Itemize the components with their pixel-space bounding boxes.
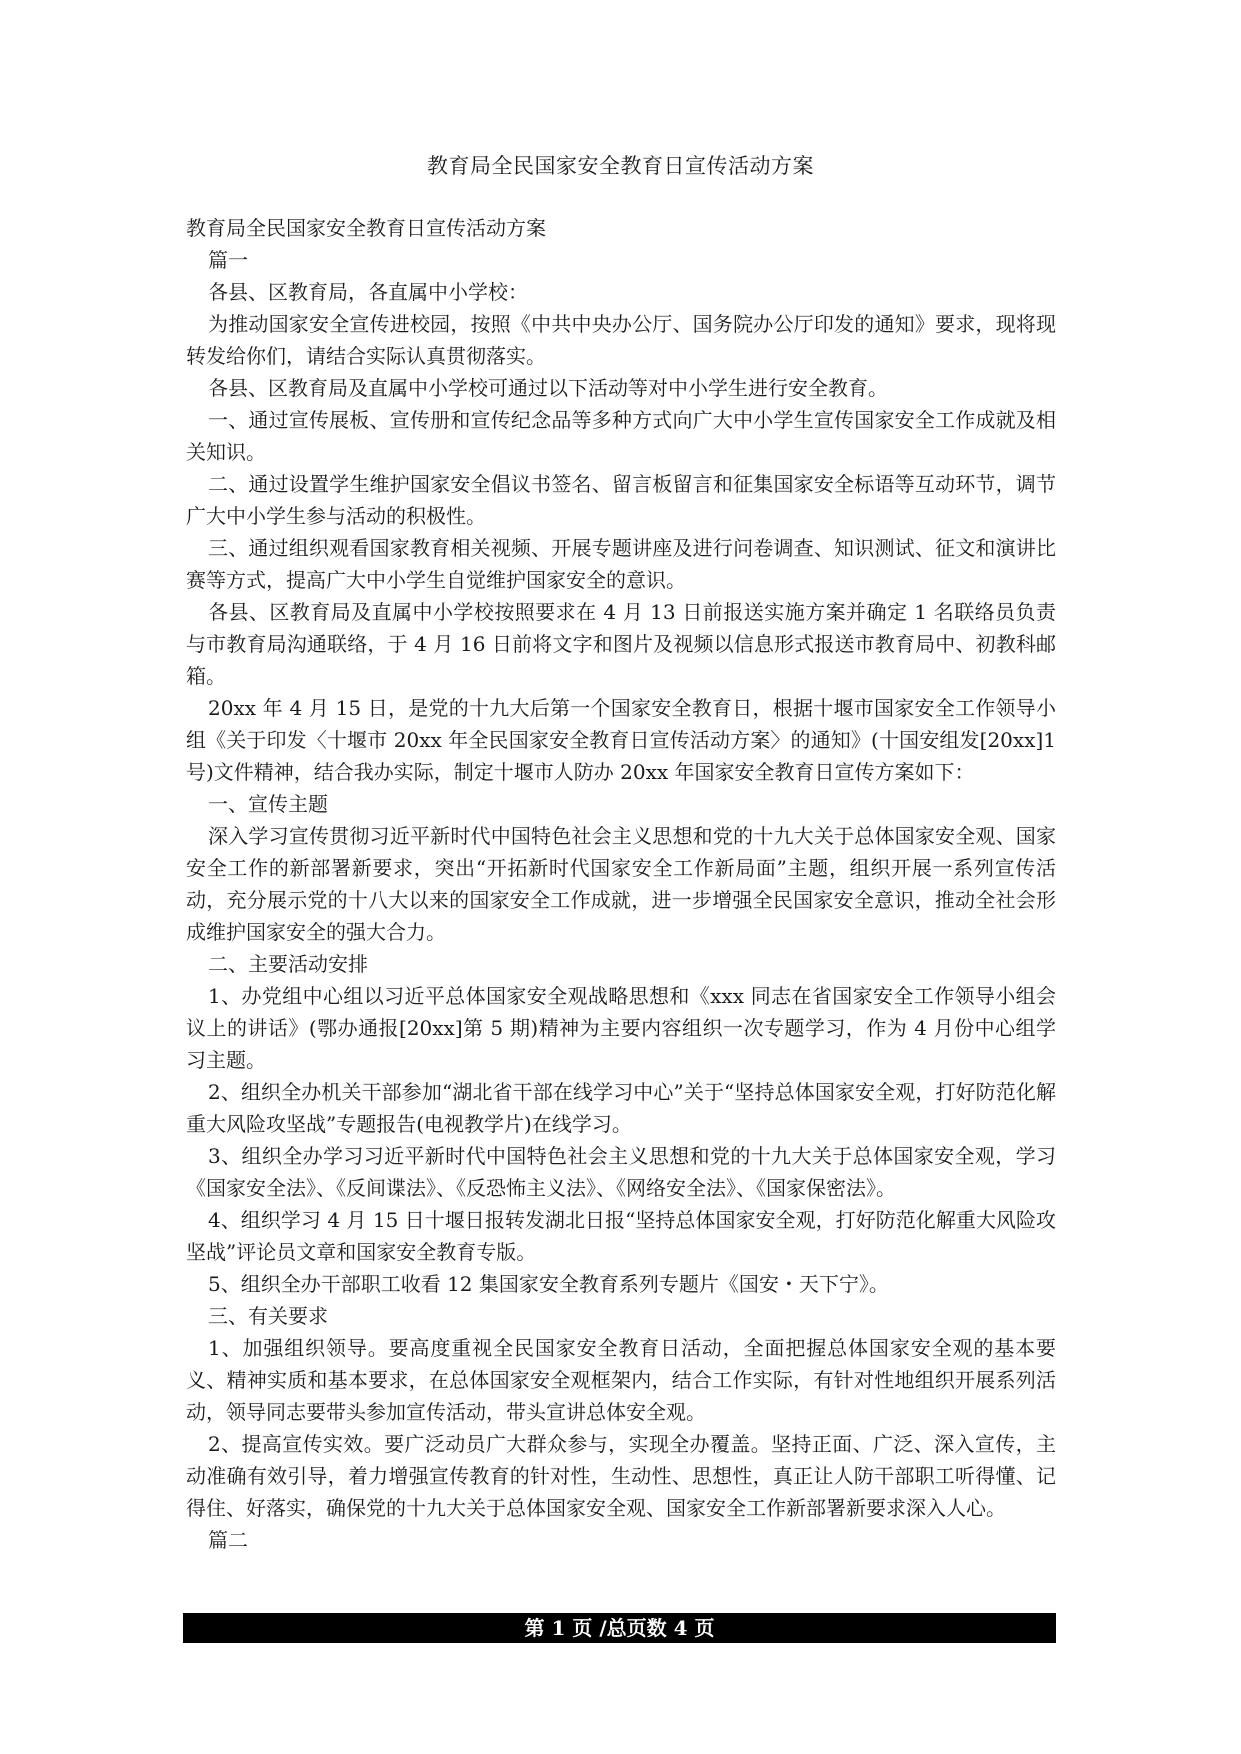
document-paragraph: 各县、区教育局，各直属中小学校： bbox=[208, 280, 528, 304]
document-paragraph: 2、提高宣传实效。要广泛动员广大群众参与，实现全办覆盖。坚持正面、广泛、深入宣传，主动准确有效引导，着力增强宣传教育的针对性，生动性、思想性，真正让人防干部职工听得懂、记得住、好落实，确保党的十九大关于总体国家安全观、国家安全工作新部署新要求深入人心。 bbox=[186, 1432, 1056, 1520]
document-body bbox=[186, 212, 1056, 1556]
document-paragraph: 深入学习宣传贯彻习近平新时代中国特色社会主义思想和党的十九大关于总体国家安全观、国家安全工作的新部署新要求，突出“开拓新时代国家安全工作新局面”主题，组织开展一系列宣传活动，充分展示党的十八大以来的国家安全工作成就，进一步增强全民国家安全意识，推动全社会形成维护国家安全的强大合力。 bbox=[186, 824, 1056, 944]
document-title: 教育局全民国家安全教育日宣传活动方案 bbox=[427, 154, 814, 178]
document-paragraph: 篇二 bbox=[208, 1528, 248, 1552]
document-paragraph: 20xx 年 4 月 15 日，是党的十九大后第一个国家安全教育日，根据十堰市国家安全工作领导小组《关于印发〈十堰市 20xx 年全民国家安全教育日宣传活动方案〉的通知》(十国安组发[20xx]1 号)文件精神，结合我办实际，制定十堰市人防办 20xx 年国家安全教育日宣传方案如下： bbox=[186, 696, 1056, 784]
document-paragraph: 3、组织全办学习习近平新时代中国特色社会主义思想和党的十九大关于总体国家安全观，学习《国家安全法》、《反间谍法》、《反恐怖主义法》、《网络安全法》、《国家保密法》。 bbox=[186, 1144, 1056, 1200]
document-paragraph: 一、通过宣传展板、宣传册和宣传纪念品等多种方式向广大中小学生宣传国家安全工作成就及相关知识。 bbox=[186, 408, 1056, 464]
document-paragraph: 三、通过组织观看国家教育相关视频、开展专题讲座及进行问卷调查、知识测试、征文和演讲比赛等方式，提高广大中小学生自觉维护国家安全的意识。 bbox=[186, 536, 1056, 592]
document-paragraph: 二、通过设置学生维护国家安全倡议书签名、留言板留言和征集国家安全标语等互动环节，调节广大中小学生参与活动的积极性。 bbox=[186, 472, 1056, 528]
document-paragraph: 各县、区教育局及直属中小学校可通过以下活动等对中小学生进行安全教育。 bbox=[208, 376, 888, 400]
document-paragraph: 一、宣传主题 bbox=[208, 792, 328, 816]
document-paragraph: 4、组织学习 4 月 15 日十堰日报转发湖北日报“坚持总体国家安全观，打好防范化解重大风险攻坚战”评论员文章和国家安全教育专版。 bbox=[186, 1208, 1056, 1264]
document-paragraph: 1、办党组中心组以习近平总体国家安全观战略思想和《xxx 同志在省国家安全工作领导小组会议上的讲话》(鄂办通报[20xx]第 5 期)精神为主要内容组织一次专题学习，作为 4 月份中心组学习主题。 bbox=[186, 984, 1056, 1072]
document-paragraph: 教育局全民国家安全教育日宣传活动方案 bbox=[186, 216, 546, 240]
document-paragraph: 二、主要活动安排 bbox=[208, 952, 368, 976]
document-paragraph: 5、组织全办干部职工收看 12 集国家安全教育系列专题片《国安・天下宁》。 bbox=[208, 1272, 889, 1296]
document-paragraph: 篇一 bbox=[208, 248, 248, 272]
document-paragraph: 2、组织全办机关干部参加“湖北省干部在线学习中心”关于“坚持总体国家安全观，打好防范化解重大风险攻坚战”专题报告(电视教学片)在线学习。 bbox=[186, 1080, 1056, 1136]
document-paragraph: 1、加强组织领导。要高度重视全民国家安全教育日活动，全面把握总体国家安全观的基本要义、精神实质和基本要求，在总体国家安全观框架内，结合工作实际，有针对性地组织开展系列活动，领导同志要带头参加宣传活动，带头宣讲总体安全观。 bbox=[186, 1336, 1056, 1424]
document-paragraph: 各县、区教育局及直属中小学校按照要求在 4 月 13 日前报送实施方案并确定 1 名联络员负责与市教育局沟通联络，于 4 月 16 日前将文字和图片及视频以信息形式报送市教育局中、初教科邮箱。 bbox=[186, 600, 1056, 688]
document-paragraph: 为推动国家安全宣传进校园，按照《中共中央办公厅、国务院办公厅印发的通知》要求，现将现转发给你们，请结合实际认真贯彻落实。 bbox=[186, 312, 1056, 368]
page-footer: 第 1 页 /总页数 4 页 bbox=[183, 1613, 1056, 1643]
document-paragraph: 三、有关要求 bbox=[208, 1304, 328, 1328]
